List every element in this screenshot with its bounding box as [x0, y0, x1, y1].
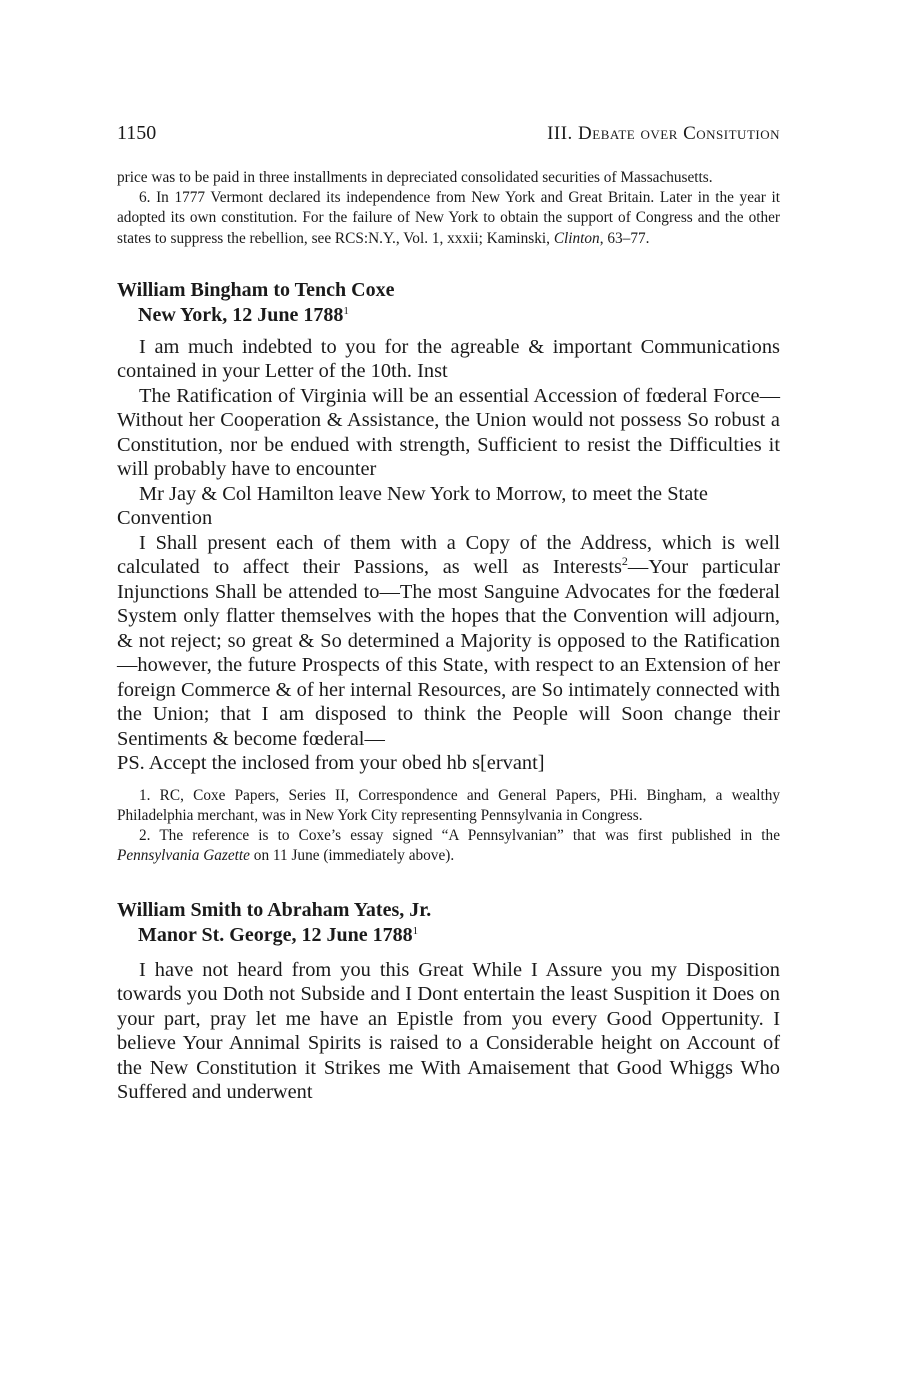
letter1-paragraph-3: Mr Jay & Col Hamilton leave New York to Morrow, to meet the State Convention: [117, 482, 708, 530]
note-5-continuation: price was to be paid in three installments in depreciated consolidated securities of Massachusetts.: [117, 169, 713, 186]
note-6-italic-title: Clinton: [553, 229, 600, 247]
letter1-paragraph-1: I am much indebted to you for the agreable & important Communications contained in your Letter of the 10th. Inst: [117, 335, 780, 383]
letter1-dateline-note-ref: 1: [343, 304, 349, 317]
letter1-dateline-text: New York, 12 June 1788: [138, 303, 344, 326]
note-6-pages: , 63–77.: [599, 229, 650, 247]
letter1-footnote-2-italic: Pennsylvania Gazette: [117, 847, 250, 865]
letter1-dateline: [117, 303, 780, 328]
section-title: III. Debate over Consitution: [547, 123, 780, 144]
letter2-dateline-text: Manor St. George, 12 June 1788: [138, 923, 413, 946]
note-6: [117, 188, 780, 249]
document-page: [117, 122, 780, 1105]
letter1-title: William Bingham to Tench Coxe: [117, 278, 395, 301]
running-head: [117, 122, 780, 152]
letter1-paragraph-2: The Ratification of Virginia will be an essential Accession of fœderal Force—Without her Cooperation & Assistance, the Union would not possess So robust a Constitution, nor be endued with strength, Sufficient to resist the Difficulties it will probably have to encounter: [117, 384, 780, 481]
letter1-footnote-2-text: 2. The reference is to Coxe’s essay signed “A Pennsylvanian” that was first published in the: [139, 827, 780, 845]
page-number: 1150: [117, 122, 157, 144]
note-6-text: 6. In 1777 Vermont declared its independence from New York and Great Britain. Later in the year it adopted its own constitution. For the failure of New York to obtain the support of Congress and the other states to suppress the rebellion, see RCS:N.Y., Vol. 1, xxxii; Kaminski,: [117, 189, 780, 247]
letter1-footnote-2: [117, 826, 780, 866]
letter2-title: William Smith to Abraham Yates, Jr.: [117, 898, 432, 921]
letter1-postscript: PS. Accept the inclosed from your obed hb s[ervant]: [117, 752, 545, 775]
letter1-paragraph-4: [117, 531, 780, 752]
letter1-footnote-2-end: on 11 June (immediately above).: [253, 847, 455, 865]
letter1-paragraph-4-text-b: —Your particular Injunctions Shall be attended to—The most Sanguine Advocates for the fœderal System only flatter themselves with the hopes that the Convention will adjourn, & not reject; so great & So determined a Majority is opposed to the Ratification—however, the future Prospects of this State, with respect to an Extension of her foreign Commerce & of her internal Resources, are So intimately connected with the Union; that I am disposed to think the People will Soon change their Sentiments & become fœderal—: [117, 556, 780, 750]
letter1-note-ref-2: 2: [621, 554, 628, 569]
letter1-footnote-1: 1. RC, Coxe Papers, Series II, Correspondence and General Papers, PHi. Bingham, a wealthy Philadelphia merchant, was in New York City representing Pennsylvania in Congress.: [117, 786, 780, 825]
letter1-paragraph-4-text-a: I Shall present each of them with a Copy of the Address, which is well calculated to affect their Passions, as well as Interests: [117, 531, 780, 579]
letter2-dateline-note-ref: 1: [412, 924, 419, 937]
letter2-paragraph-1: I have not heard from you this Great While I Assure you my Disposition towards you Doth not Subside and I Dont entertain the least Suspition it Does on your part, pray let me have an Epistle from you every Good Oppertunity. I believe Your Annimal Spirits is raised to a Considerable height on Account of the New Constitution it Strikes me With Amaisement that Good Whiggs Who Suffered and underwent: [117, 958, 780, 1104]
letter2-dateline: [117, 923, 780, 948]
